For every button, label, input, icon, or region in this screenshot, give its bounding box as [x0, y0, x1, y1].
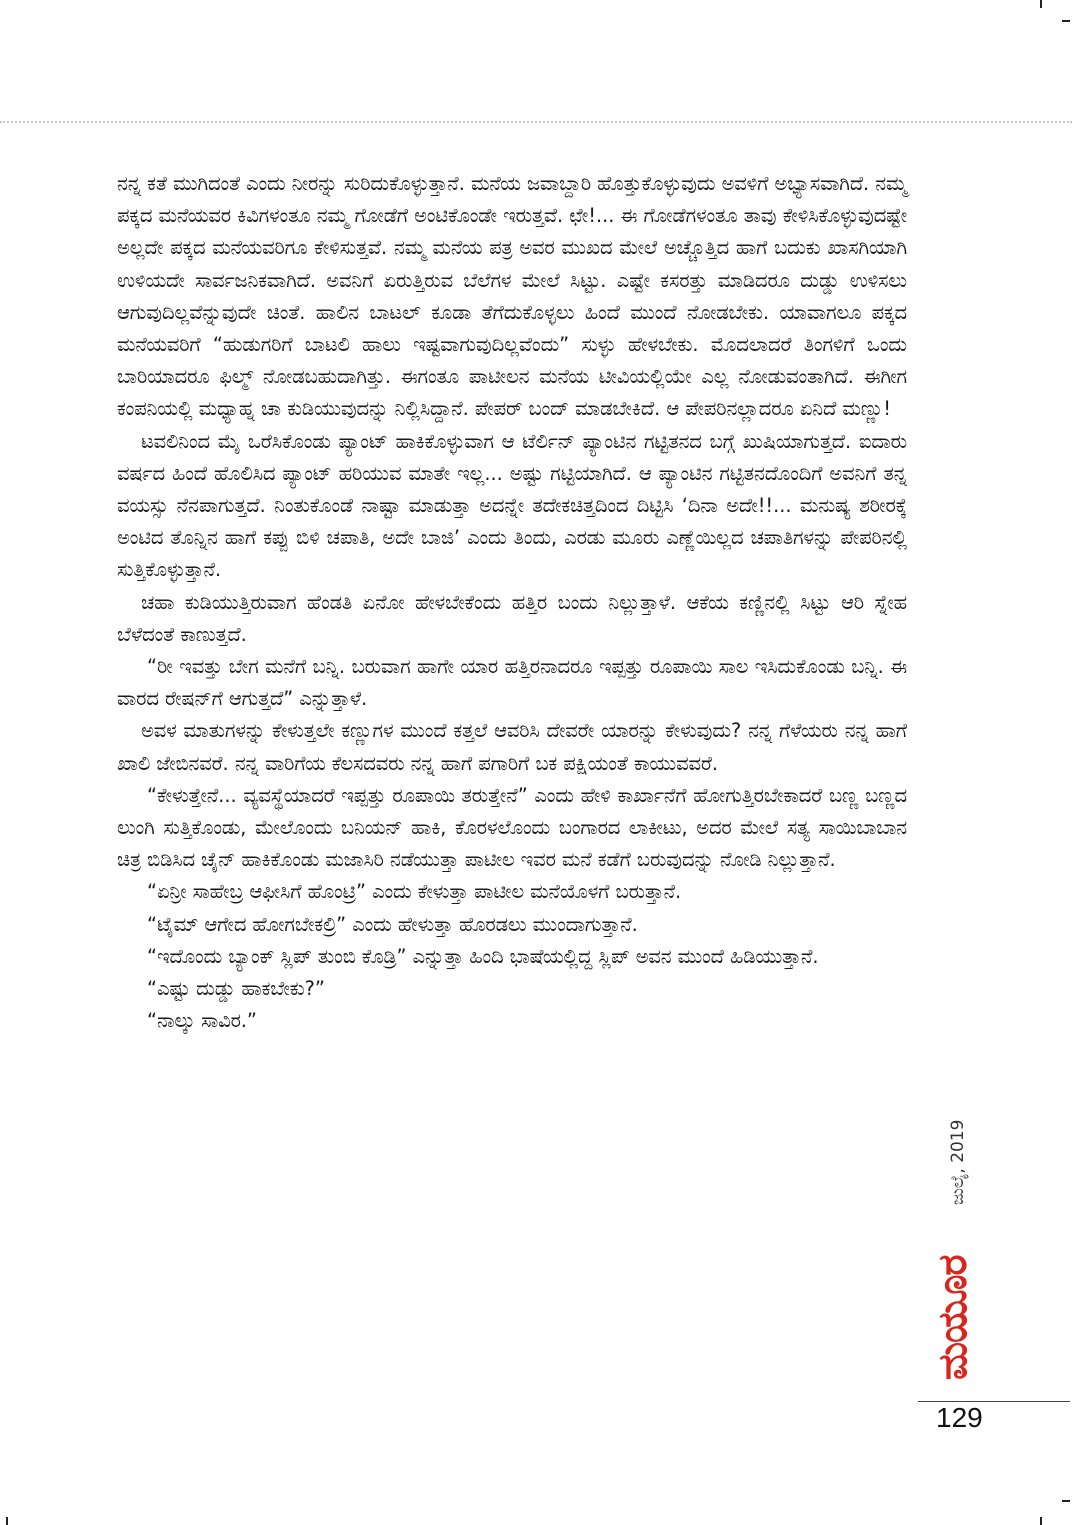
paragraph-2: ಟವಲಿನಿಂದ ಮೈ ಒರೆಸಿಕೊಂಡು ಪ್ಯಾಂಟ್ ಹಾಕಿಕೊಳ್ಳುವಾಗ ಆ ಟೆರ್ಲಿನ್ ಪ್ಯಾಂಟಿನ ಗಟ್ಟಿತನದ ಬಗ್ಗೆ ಖುಷಿಯಾಗುತ್ತದೆ. ಐದಾರು ವರ್ಷದ ಹಿಂದೆ ಹೊಲಿಸಿದ ಪ್ಯಾಂಟ್ ಹರಿಯುವ ಮಾತೇ ಇಲ್ಲ... ಅಷ್ಟು ಗಟ್ಟಿಯಾಗಿದೆ. ಆ ಪ್ಯಾಂಟಿನ ಗಟ್ಟಿತನದೊಂದಿಗೆ ಅವನಿಗೆ ತನ್ನ ವಯಸ್ಸು ನೆನಪಾಗುತ್ತದೆ. ನಿಂತುಕೊಂಡೆ ನಾಷ್ಟಾ ಮಾಡುತ್ತಾ ಅದನ್ನೇ ತದೇಕಚಿತ್ತದಿಂದ ದಿಟ್ಟಿಸಿ ‘ದಿನಾ ಅದೇ!!... ಮನುಷ್ಯ ಶರೀರಕ್ಕೆ ಅಂಟಿದ ತೊನ್ನಿನ ಹಾಗೆ ಕಪ್ಪು ಬಿಳಿ ಚಪಾತಿ, ಅದೇ ಬಾಜಿ’ ಎಂದು ತಿಂದು, ಎರಡು ಮೂರು ಎಣ್ಣೆಯಿಲ್ಲದ ಚಪಾತಿಗಳನ್ನು ಪೇಪರಿನಲ್ಲಿ ಸುತ್ತಿಕೊಳ್ಳುತ್ತಾನೆ. [117, 429, 907, 582]
paragraph-11: “ನಾಲ್ಕು ಸಾವಿರ.” [147, 1009, 257, 1033]
paragraph-5: ಅವಳ ಮಾತುಗಳನ್ನು ಕೇಳುತ್ತಲೇ ಕಣ್ಣುಗಳ ಮುಂದೆ ಕತ್ತಲೆ ಆವರಿಸಿ ದೇವರೇ ಯಾರನ್ನು ಕೇಳುವುದು? ನನ್ನ ಗೆಳೆಯರು ನನ್ನ ಹಾಗೆ ಖಾಲಿ ಜೇಬಿನವರೆ. ನನ್ನ ವಾರಿಗೆಯ ಕೆಲಸದವರು ನನ್ನ ಹಾಗೆ ಪಗಾರಿಗೆ ಬಕ ಪಕ್ಷಿಯಂತೆ ಕಾಯುವವರೆ. [117, 719, 907, 775]
paragraph-6: “ಕೇಳುತ್ತೇನೆ... ವ್ಯವಸ್ಥೆಯಾದರೆ ಇಪ್ಪತ್ತು ರೂಪಾಯಿ ತರುತ್ತೇನೆ” ಎಂದು ಹೇಳಿ ಕಾರ್ಖಾನೆಗೆ ಹೋಗುತ್ತಿರಬೇಕಾದರೆ ಬಣ್ಣ ಬಣ್ಣದ ಲುಂಗಿ ಸುತ್ತಿಕೊಂಡು, ಮೇಲೊಂದು ಬನಿಯನ್ ಹಾಕಿ, ಕೊರಳಲೊಂದು ಬಂಗಾರದ ಲಾಕೀಟು, ಅದರ ಮೇಲೆ ಸತ್ಯ ಸಾಯಿಬಾಬಾನ ಚಿತ್ರ ಬಿಡಿಸಿದ ಚೈನ್ ಹಾಕಿಕೊಂಡು ಮಜಾಸಿರಿ ನಡೆಯುತ್ತಾ ಪಾಟೀಲ ಇವರ ಮನೆ ಕಡೆಗೆ ಬರುವುದನ್ನು ನೋಡಿ ನಿಲ್ಲುತ್ತಾನೆ. [117, 783, 907, 872]
page-number: 129 [936, 1402, 983, 1433]
crop-mark-right-top [1062, 20, 1070, 22]
paragraph-3: ಚಹಾ ಕುಡಿಯುತ್ತಿರುವಾಗ ಹೆಂಡತಿ ಏನೋ ಹೇಳಬೇಕೆಂದು ಹತ್ತಿರ ಬಂದು ನಿಲ್ಲುತ್ತಾಳೆ. ಆಕೆಯ ಕಣ್ಣಿನಲ್ಲಿ ಸಿಟ್ಟು ಆರಿ ಸ್ನೇಹ ಬೆಳೆದಂತೆ ಕಾಣುತ್ತದೆ. [117, 590, 907, 646]
crop-mark-bottom-right-2 [1040, 1517, 1042, 1525]
paragraph-9: “ಇದೊಂದು ಬ್ಯಾಂಕ್ ಸ್ಲಿಪ್ ತುಂಬಿ ಕೊಡ್ರಿ” ಎನ್ನುತ್ತಾ ಹಿಂದಿ ಭಾಷೆಯಲ್ಲಿದ್ದ ಸ್ಲಿಪ್ ಅವನ ಮುಂದೆ ಹಿಡಿಯುತ್ತಾನೆ. [147, 944, 819, 968]
issue-date: ಜುಲೈ, 2019 [948, 1119, 968, 1205]
article-body [117, 168, 907, 1037]
paragraph-4: “ರೀ ಇವತ್ತು ಬೇಗ ಮನೆಗೆ ಬನ್ನಿ. ಬರುವಾಗ ಹಾಗೇ ಯಾರ ಹತ್ತಿರನಾದರೂ ಇಪ್ಪತ್ತು ರೂಪಾಯಿ ಸಾಲ ಇಸಿದುಕೊಂಡು ಬನ್ನಿ. ಈ ವಾರದ ರೇಷನ್‌ಗೆ ಆಗುತ್ತದೆ” ಎನ್ನುತ್ತಾಳೆ. [117, 655, 907, 711]
magazine-logo: ಮಯೂರ [930, 1255, 976, 1380]
paragraph-8: “ಟೈಮ್ ಆಗೇದ ಹೋಗಬೇಕಲ್ರಿ” ಎಂದು ಹೇಳುತ್ತಾ ಹೊರಡಲು ಮುಂದಾಗುತ್ತಾನೆ. [147, 912, 638, 936]
paragraph-1: ನನ್ನ ಕತೆ ಮುಗಿದಂತೆ ಎಂದು ನೀರನ್ನು ಸುರಿದುಕೊಳ್ಳುತ್ತಾನೆ. ಮನೆಯ ಜವಾಬ್ದಾರಿ ಹೊತ್ತುಕೊಳ್ಳುವುದು ಅವಳಿಗೆ ಅಭ್ಯಾಸವಾಗಿದೆ. ನಮ್ಮ ಪಕ್ಕದ ಮನೆಯವರ ಕಿವಿಗಳಂತೂ ನಮ್ಮ ಗೋಡೆಗೆ ಅಂಟಿಕೊಂಡೇ ಇರುತ್ತವೆ. ಛೇ!... ಈ ಗೋಡೆಗಳಂತೂ ತಾವು ಕೇಳಿಸಿಕೊಳ್ಳುವುದಷ್ಟೇ ಅಲ್ಲದೇ ಪಕ್ಕದ ಮನೆಯವರಿಗೂ ಕೇಳಿಸುತ್ತವೆ. ನಮ್ಮ ಮನೆಯ ಪತ್ರ ಅವರ ಮುಖದ ಮೇಲೆ ಅಚ್ಚೊತ್ತಿದ ಹಾಗೆ ಬದುಕು ಖಾಸಗಿಯಾಗಿ ಉಳಿಯದೇ ಸಾರ್ವಜನಿಕವಾಗಿದೆ. ಅವನಿಗೆ ಏರುತ್ತಿರುವ ಬೆಲೆಗಳ ಮೇಲೆ ಸಿಟ್ಟು. ಎಷ್ಟೇ ಕಸರತ್ತು ಮಾಡಿದರೂ ದುಡ್ಡು ಉಳಿಸಲು ಆಗುವುದಿಲ್ಲವೆನ್ನುವುದೇ ಚಿಂತೆ. ಹಾಲಿನ ಬಾಟಲ್ ಕೂಡಾ ತೆಗೆದುಕೊಳ್ಳಲು ಹಿಂದೆ ಮುಂದೆ ನೋಡಬೇಕು. ಯಾವಾಗಲೂ ಪಕ್ಕದ ಮನೆಯವರಿಗೆ “ಹುಡುಗರಿಗೆ ಬಾಟಲಿ ಹಾಲು ಇಷ್ಟವಾಗುವುದಿಲ್ಲವೆಂದು” ಸುಳ್ಳು ಹೇಳಬೇಕು. ಮೊದಲಾದರೆ ತಿಂಗಳಿಗೆ ಒಂದು ಬಾರಿಯಾದರೂ ಫಿಲ್ಮ್ ನೋಡಬಹುದಾಗಿತ್ತು. ಈಗಂತೂ ಪಾಟೀಲನ ಮನೆಯ ಟೀವಿಯಲ್ಲಿಯೇ ಎಲ್ಲ ನೋಡುವಂತಾಗಿದೆ. ಈಗೀಗ ಕಂಪನಿಯಲ್ಲಿ ಮಧ್ಯಾಹ್ನ ಚಾ ಕುಡಿಯುವುದನ್ನು ನಿಲ್ಲಿಸಿದ್ದಾನೆ. ಪೇಪರ್ ಬಂದ್ ಮಾಡಬೇಕಿದೆ. ಆ ಪೇಪರಿನಲ್ಲಾದರೂ ಏನಿದೆ ಮಣ್ಣು! [117, 172, 907, 421]
crop-mark-bottom-left [6, 1517, 8, 1525]
paragraph-10: “ಎಷ್ಟು ದುಡ್ಡು ಹಾಕಬೇಕು?” [147, 977, 325, 1001]
crop-mark-bottom-right [1062, 1500, 1070, 1502]
header-dotted-rule [0, 121, 1072, 123]
paragraph-7: “ಏನ್ರೀ ಸಾಹೇಬ್ರ ಆಫೀಸಿಗೆ ಹೊಂಟ್ರಿ” ಎಂದು ಕೇಳುತ್ತಾ ಪಾಟೀಲ ಮನೆಯೊಳಗೆ ಬರುತ್ತಾನೆ. [147, 880, 682, 904]
crop-mark-top-right [1040, 0, 1042, 8]
